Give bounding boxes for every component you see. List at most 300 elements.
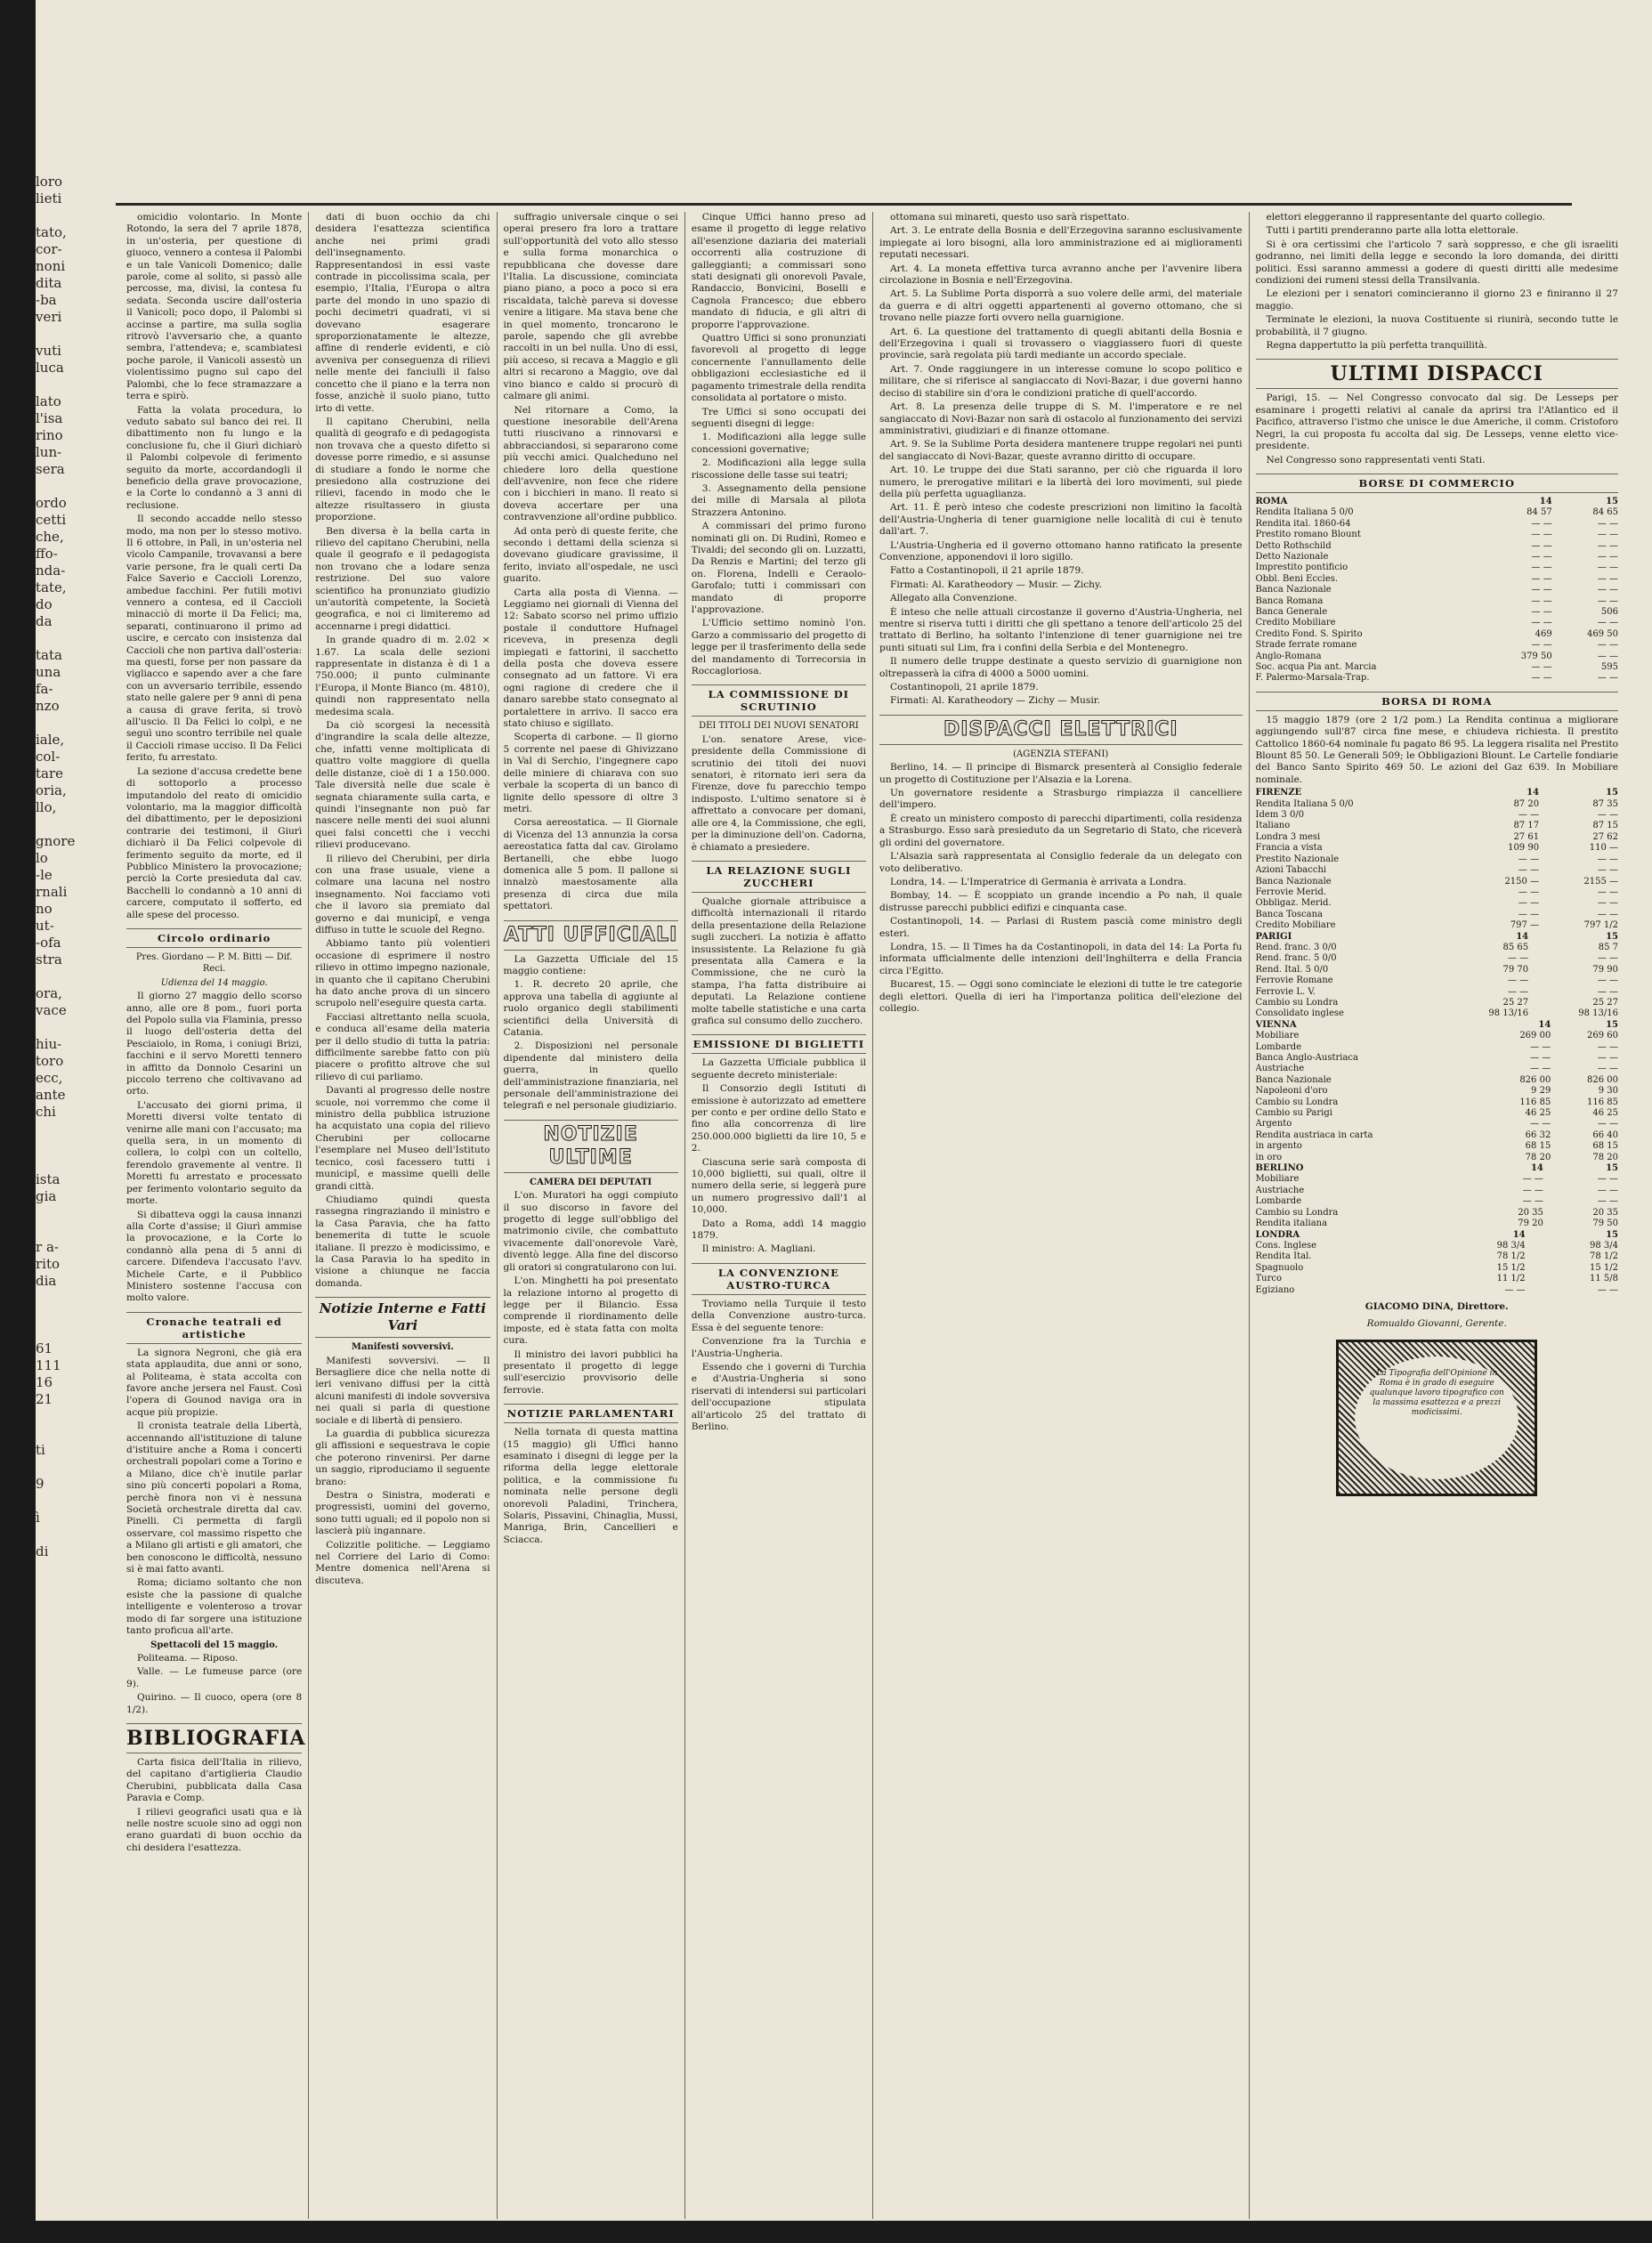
edge-fragment bbox=[36, 1121, 85, 1138]
table-cell: 87 17 bbox=[1513, 821, 1540, 831]
column-4-text-4 bbox=[692, 1057, 866, 1256]
table-cell: Cambio su Londra bbox=[1255, 1097, 1339, 1107]
table-row bbox=[1256, 1208, 1619, 1219]
table-cell: Cambio su Parigi bbox=[1255, 1108, 1332, 1119]
paragraph: 1. Modificazioni alla legge sulle concessioni governative; bbox=[691, 432, 866, 455]
paragraph: Il ministro: A. Magliani. bbox=[701, 1243, 816, 1255]
table-cell: — — bbox=[1597, 1053, 1618, 1063]
paragraph: Berlino, 14. — Il principe di Bismarck presenterà al Consiglio federale un progetto di Costituzione per l'Alsazia e la Lorena. bbox=[879, 762, 1243, 785]
table-cell: Idem 3 0/0 bbox=[1255, 810, 1305, 821]
section-heading-commission: LA COMMISSIONE DI SCRUTINIO bbox=[692, 684, 866, 717]
table-row bbox=[1256, 541, 1619, 552]
table-cell: 79 70 bbox=[1502, 964, 1529, 975]
edge-fragment bbox=[36, 1459, 85, 1476]
table-cell: 98 13/16 bbox=[1578, 1008, 1618, 1019]
column-6 bbox=[1249, 212, 1625, 2219]
table-cell: Rend. franc. 3 0/0 bbox=[1255, 942, 1337, 952]
edge-fragment: -ofa bbox=[36, 935, 61, 951]
edge-fragment: ecc, bbox=[36, 1070, 63, 1086]
paragraph: L'accusato dei giorni prima, il Moretti diversi volte tentato di venirne alle mani con l'accusato; ma quella sera, in un momento di collera, lo colpì con un coltello, ferendolo gravemente al ventre. Il Moretti fu arrestato e processato per ferimento volontario seguito da morte. bbox=[126, 1099, 303, 1207]
table-cell: 14 bbox=[1538, 1019, 1551, 1030]
edge-fragment: tare bbox=[36, 765, 64, 781]
table-cell: 469 50 bbox=[1587, 628, 1618, 639]
section-heading-bibliography: BIBLIOGRAFIA bbox=[126, 1723, 302, 1753]
section-heading-theatre: Cronache teatrali ed artistiche bbox=[126, 1312, 302, 1344]
table-cell: — — bbox=[1597, 585, 1618, 595]
table-cell: 15 bbox=[1606, 1163, 1618, 1174]
table-cell: 66 32 bbox=[1525, 1130, 1551, 1140]
section-heading-convention: LA CONVENZIONE AUSTRO-TURCA bbox=[692, 1263, 866, 1295]
paragraph: ottomana sui minareti, questo uso sarà rispettato. bbox=[890, 212, 1130, 223]
edge-fragment bbox=[36, 207, 85, 224]
table-cell: 25 27 bbox=[1592, 997, 1618, 1008]
table-row bbox=[1256, 1174, 1619, 1185]
table-cell: — — bbox=[1597, 1174, 1618, 1185]
table-cell: — — bbox=[1518, 887, 1540, 897]
table-cell: Anglo-Romana bbox=[1255, 651, 1322, 661]
edge-fragment bbox=[36, 377, 85, 393]
paragraph: Le elezioni per i senatori comincieranno il giorno 23 e finiranno il 27 maggio. bbox=[1255, 288, 1618, 312]
table-cell: — — bbox=[1507, 953, 1529, 964]
table-row bbox=[1256, 607, 1619, 618]
table-cell: 15 bbox=[1606, 496, 1618, 506]
section-heading-news: Notizie Interne e Fatti Vari bbox=[315, 1297, 490, 1338]
table-row bbox=[1256, 1274, 1619, 1284]
paragraph: Ciascuna serie sarà composta di 10,000 biglietti, sui quali, oltre il numero della serie, si leggerà pure un numero progressivo dall'1 al 10,000. bbox=[691, 1156, 866, 1216]
column-5-text-2 bbox=[879, 762, 1243, 1015]
table-cell: 2155 — bbox=[1583, 876, 1618, 887]
columns-grid bbox=[120, 212, 1624, 2219]
paragraph: Bucarest, 15. — Oggi sono cominciate le elezioni di tutte le tre categorie degli elettori. Quella di ieri ha l'importanza politica dell'elezione del collegio. bbox=[879, 979, 1243, 1014]
table-row bbox=[1256, 585, 1619, 595]
table-row bbox=[1256, 530, 1619, 540]
table-cell: — — bbox=[1597, 909, 1618, 919]
table-cell: Mobiliare bbox=[1255, 1031, 1300, 1041]
edge-fragment: toro bbox=[36, 1053, 64, 1069]
table-cell: 46 25 bbox=[1525, 1108, 1551, 1119]
table-row bbox=[1256, 1042, 1619, 1053]
paragraph: Fatto a Costantinopoli, il 21 aprile 1879. bbox=[890, 565, 1084, 577]
section-heading-bourse-rome: BORSA DI ROMA bbox=[1256, 692, 1619, 711]
table-cell: 87 35 bbox=[1592, 798, 1618, 809]
table-cell: Mobiliare bbox=[1255, 1174, 1300, 1185]
edge-fragment: stra bbox=[36, 951, 62, 968]
column-4-text-2 bbox=[692, 734, 866, 854]
paragraph: Parigi, 15. — Nel Congresso convocato dal sig. De Lesseps per esaminare i progetti relativi al canale da aprirsi tra l'Atlantico ed il Pacifico, attraverso l'istmo che unisce le due Americhe, il comm. Cristoforo Negri, la cui proposta fu accolta dal sig. De Lesseps, venne eletto vice-presidente. bbox=[1255, 393, 1618, 452]
hearing-date: Udienza del 14 maggio. bbox=[160, 977, 268, 988]
table-cell: — — bbox=[1507, 986, 1529, 997]
table-cell: Strade ferrate romane bbox=[1255, 640, 1357, 651]
table-cell: — — bbox=[1597, 551, 1618, 562]
table-cell: Cons. Inglese bbox=[1255, 1240, 1317, 1251]
paragraph: La Gazzetta Ufficiale pubblica il seguente decreto ministeriale: bbox=[691, 1057, 866, 1081]
table-cell: Ferrovie L. V. bbox=[1255, 986, 1316, 997]
paragraph: Politeama. — Riposo. bbox=[137, 1652, 239, 1664]
edge-fragment: 21 bbox=[36, 1391, 53, 1407]
paragraph: Ad onta però di queste ferite, che secondo i dettami della scienza si dovevano giudicare gravissime, il ferito, inviato all'ospedale, ne uscì guarito. bbox=[503, 525, 678, 585]
table-row bbox=[1256, 1141, 1619, 1152]
edge-fragment: 61 bbox=[36, 1340, 53, 1356]
edge-fragment bbox=[36, 1425, 85, 1442]
paragraph: dati di buon occhio da chi desidera l'esattezza scientifica anche nei primi gradi dell'insegnamento. Rappresentandosi in essi vaste contrade in piccolissima scala, per esempio, l'Italia, l'Europa o altra parte del mondo in uno spazio di pochi decimetri quadrati, vi si dovevano esagerare sproporzionatamente le altezze, affine di renderle evidenti, e ciò avveniva per conseguenza di rilievi nelle mente dei fanciulli il falso concetto che il piano e la terra non fosse, anzichè il suolo piano, tutto irto di vette. bbox=[315, 212, 490, 414]
table-cell: Banca Nazionale bbox=[1255, 876, 1332, 887]
edge-fragment: llo, bbox=[36, 799, 57, 815]
table-cell: 269 60 bbox=[1587, 1031, 1618, 1041]
section-heading-parliament: NOTIZIE PARLAMENTARI bbox=[504, 1404, 678, 1423]
table-cell: — — bbox=[1504, 1284, 1526, 1295]
edge-fragment bbox=[36, 1307, 85, 1324]
paragraph: Il cronista teatrale della Libertà, accennando all'istituzione di talune d'istituire anche a Roma i concerti orchestrali popolari come a Torino e a Milano, dice ch'è inutile parlar sino più concerti popolari a Roma, perchè finora non vi è nessuna Società orchestrale diretta dal cav. Pinelli. Ci permetta di farglì osservare, col massimo rispetto che a Milano gli artisti e gli amatori, che ben conoscono le difficoltà, nessuno si è mai fatto avanti. bbox=[126, 1421, 303, 1575]
paragraph: Colizzitle politiche. — Leggiamo nel Corriere del Lario di Como: Mentre domenica nell'Arena si discuteva. bbox=[315, 1539, 490, 1586]
table-cell: — — bbox=[1597, 673, 1618, 684]
edge-fragment: ante bbox=[36, 1087, 66, 1103]
paragraph: Il numero delle truppe destinate a questo servizio di guarnigione non oltrepasserà la cifra di 4000 a 5000 uomini. bbox=[879, 656, 1243, 679]
advertisement-text: La Tipografia dell'Opinione in Roma è in grado di eseguire qualunque lavoro tipografico con la massima esattezza e a prezzi modicissimi. bbox=[1355, 1356, 1518, 1479]
table-cell: 20 35 bbox=[1592, 1207, 1618, 1218]
paragraph: Art. 6. La questione del trattamento di quegli abitanti della Bosnia e dell'Erzegovina i quali si trovassero o viaggiassero fuori di queste provincie, sarà regolata più tardi mediante un accordo speciale. bbox=[879, 326, 1243, 361]
paragraph: Nel ritornare a Como, la questione inesorabile dell'Arena tutti riuscivano a rinnovarsi e abbracciandosi, si separarono come più vecchi amici. Qualcheduno nel chiedere loro della questione dell'avvenire, non fece che ridere con i bicchieri in mano. Il reato si doveva accertare per una contravvenzione all'ordine pubblico. bbox=[503, 404, 678, 523]
paragraph: Qualche giornale attribuisce a difficoltà internazionali il ritardo della presentazione della Relazione sugli zuccheri. La notizia è affatto insussistente. La Relazione fu già presentata alla Camera e la Commissione, che ne curò la stampa, l'ha fatta distribuire ai deputati. La Relazione contiene molte tabelle statistiche e una carta grafica sul consumo dello zucchero. bbox=[691, 895, 866, 1026]
paragraph: I rilievi geografici usati qua e là nelle nostre scuole sino ad oggi non erano guardati di buon occhio da chi desidera l'esattezza. bbox=[126, 1806, 303, 1853]
edge-fragment: iale, bbox=[36, 732, 65, 748]
table-cell: 797 — bbox=[1510, 920, 1540, 931]
table-row bbox=[1256, 629, 1619, 640]
table-row bbox=[1256, 843, 1619, 854]
table-rome bbox=[1256, 497, 1619, 684]
edge-fragment: oria, bbox=[36, 782, 67, 798]
edge-fragment: ista bbox=[36, 1171, 61, 1187]
table-cell: Francia a vista bbox=[1255, 843, 1323, 854]
table-cell: Obbl. Beni Eccles. bbox=[1255, 573, 1339, 584]
edge-fragment bbox=[36, 1408, 85, 1425]
edge-fragment bbox=[36, 1205, 85, 1222]
edge-fragment bbox=[36, 478, 85, 495]
table-cell: — — bbox=[1531, 573, 1552, 584]
edge-fragment: gnore bbox=[36, 833, 76, 849]
edge-fragment bbox=[36, 1222, 85, 1239]
table-row bbox=[1256, 1108, 1619, 1119]
table-cell: 11 1/2 bbox=[1496, 1274, 1526, 1284]
edge-fragment: sera bbox=[36, 461, 65, 477]
table-cell: — — bbox=[1531, 606, 1552, 617]
table-row bbox=[1256, 832, 1619, 843]
table-cell: — — bbox=[1531, 618, 1552, 628]
edge-fragment: rnali bbox=[36, 884, 68, 900]
bourse-note: 15 maggio 1879 (ore 2 1/2 pom.) La Rendita continua a migliorare aggiungendo sull'87 circa fine mese, e chiudeva richiesta. Il prestito Cattolico 1860-64 nominale fu pagato 86 95. La leggera risalita nel Prestito Blount 85 50. Le Generali 509; le Obbligazioni Blount. Le Cartelle fondiarie del Banco Santo Spirito 469 50. Le azioni del Gaz 639. In Mobiliare nominale. bbox=[1255, 714, 1618, 785]
table-row bbox=[1256, 1008, 1619, 1019]
table-cell: — — bbox=[1531, 540, 1552, 551]
table-cell: 15 bbox=[1606, 931, 1618, 942]
edge-fragment: cor- bbox=[36, 241, 62, 257]
edge-fragment: ffo- bbox=[36, 546, 58, 562]
section-heading-banknotes: EMISSIONE DI BIGLIETTI bbox=[692, 1034, 866, 1054]
column-2 bbox=[308, 212, 496, 2219]
paragraph: Roma; diciamo soltanto che non esiste che la passione di qualche intelligente e volenteroso a trovar modo di far sorgere una istituzione tanto proficua all'arte. bbox=[126, 1577, 303, 1637]
paragraph: È inteso che nelle attuali circostanze il governo d'Austria-Ungheria, nel mentre si riserva tutti i diritti che gli spettano a tenore dell'articolo 25 del trattato di Berlino, ha soltanto l'intenzione di tener guarnigione nei tre punti situati sul Lim, fra i confini della Serbia e del Montenegro. bbox=[879, 606, 1243, 653]
table-cell: Credito Mobiliare bbox=[1255, 618, 1336, 628]
table-cell: Ferrovie Merid. bbox=[1255, 887, 1327, 897]
table-cell: Banca Generale bbox=[1255, 606, 1328, 617]
table-cell: 27 61 bbox=[1513, 831, 1540, 842]
paragraph: Art. 5. La Sublime Porta disporrà a suo volere delle armi, del materiale da guerra e di altri oggetti appartenenti al governo ottomano, che si trovano nelle piazze forti ovvero nella guarnigione. bbox=[879, 288, 1243, 324]
table-londra bbox=[1256, 1230, 1619, 1296]
table-row bbox=[1256, 640, 1619, 651]
table-cell: — — bbox=[1522, 1196, 1543, 1207]
table-cell: — — bbox=[1597, 530, 1618, 540]
table-cell: Imprestito pontificio bbox=[1255, 563, 1348, 573]
table-row bbox=[1256, 887, 1619, 898]
table-cell: 2150 — bbox=[1504, 876, 1540, 887]
paragraph: elettori eleggeranno il rappresentante del quarto collegio. bbox=[1266, 212, 1545, 223]
paragraph: Valle. — Le fumeuse parce (ore 9). bbox=[126, 1666, 303, 1689]
paragraph: L'Austria-Ungheria ed il governo ottomano hanno ratificato la presente Convenzione, apponendovi il loro sigillo. bbox=[879, 539, 1243, 563]
paragraph: Art. 3. Le entrate della Bosnia e dell'Erzegovina saranno esclusivamente impiegate ai loro bisogni, alla loro amministrazione ed ai miglioramenti reputati necessari. bbox=[879, 225, 1243, 261]
paragraph: L'on. senatore Arese, vice-presidente della Commissione di scrutinio dei titoli dei nuovi senatori, è ritornato ieri sera da Firenze, dove fu parecchio tempo indisposto. L'ultimo senatore si è affrettato a convocare per domani, alle ore 4, la Commissione, che egli, per la diminuzione dell'on. Cadorna, è chiamato a presiedere. bbox=[691, 733, 866, 853]
table-cell: 9 30 bbox=[1598, 1086, 1618, 1097]
table-row bbox=[1256, 1064, 1619, 1074]
table-row bbox=[1256, 574, 1619, 585]
table-cell: 87 15 bbox=[1592, 821, 1618, 831]
table-row bbox=[1256, 1196, 1619, 1207]
paragraph: L'Ufficio settimo nominò l'on. Garzo a commissario del progetto di legge per il trasferimento della sede del mandamento di Torrecorsia in Roccagloriosa. bbox=[691, 618, 866, 677]
edge-fragment: ora, bbox=[36, 985, 62, 1001]
table-cell: — — bbox=[1530, 1119, 1551, 1130]
table-cell: Prestito Nazionale bbox=[1255, 854, 1340, 864]
commission-subheading: DEI TITOLI DEI NUOVI SENATORI bbox=[699, 721, 859, 732]
table-row bbox=[1256, 507, 1619, 518]
column-2-text bbox=[315, 212, 490, 1290]
paragraph: In grande quadro di m. 2.02 × 1.67. La scala delle sezioni rappresentate in distanza è di 1 a 750.000; il punto culminante l'Europa, il Monte Bianco (m. 4810), quindi non rappresentato nella medesima scala. bbox=[315, 635, 490, 717]
paragraph: La Gazzetta Ufficiale del 15 maggio contiene: bbox=[503, 953, 678, 976]
table-cell: Ferrovie Romane bbox=[1255, 976, 1333, 986]
table-cell: Banca Nazionale bbox=[1255, 1074, 1332, 1085]
table-row bbox=[1256, 1219, 1619, 1229]
table-cell: — — bbox=[1597, 518, 1618, 529]
paragraph: Bombay, 14. — È scoppiato un grande incendio a Po nah, il quale distrusse parecchi pubblici edifizi e cinquanta case. bbox=[879, 890, 1243, 913]
table-cell: — — bbox=[1530, 1064, 1551, 1074]
table-cell: 68 15 bbox=[1525, 1141, 1551, 1152]
paragraph: Allegato alla Convenzione. bbox=[890, 593, 1017, 604]
edge-fragment: 9 bbox=[36, 1476, 45, 1492]
table-cell: Credito Mobiliare bbox=[1255, 920, 1336, 931]
table-cell: 25 27 bbox=[1502, 997, 1529, 1008]
paragraph: Il secondo accadde nello stesso modo, ma non per lo stesso motivo. Il 6 ottobre, in Palì, in un'osteria nel vicolo Campanile, trovavansi a bere varie persone, fra le quali certi Da Falce Saverio e Caccioli Lorenzo, ambedue facchini. Per futili motivi vennero a contesa, ed il Caccioli minacciò di morte il Da Felici; ma, separati, continuarono il primo ad uscire, e cercato con insistenza dal Caccioli che non partiva dall'osteria: ma questi, forse per non passare da vigliacco e sapendo aver a che fare con un avversario terribile, essendo stato nelle galere per 9 anni di pena a causa di grave ferita, si trovò all'uscio. Il Da Felici lo colpì, e ne seguì uno scontro terribile nel quale il Caccioli rimase ucciso. Il Da Felici ferito, fu arrestato. bbox=[126, 514, 303, 764]
table-cell: Detto Rothschild bbox=[1255, 540, 1332, 551]
paragraph: Art. 4. La moneta effettiva turca avranno anche per l'avvenire libera circolazione in Bosnia e nell'Erzegovina. bbox=[879, 263, 1243, 287]
table-cell: — — bbox=[1531, 530, 1552, 540]
table-cell: — — bbox=[1518, 865, 1540, 876]
table-cell: 15 bbox=[1606, 1229, 1618, 1240]
column-5 bbox=[872, 212, 1249, 2219]
column-4-text-5 bbox=[692, 1299, 866, 1433]
table-cell: Rend. Ital. 5 0/0 bbox=[1255, 964, 1329, 975]
paragraph: Un governatore residente a Strasburgo rimpiazza il cancelliere dell'impero. bbox=[879, 788, 1243, 811]
table-row bbox=[1256, 1186, 1619, 1196]
paragraph: L'on. Muratori ha oggi compiuto il suo discorso in favore del progetto di legge sull'obbligo del matrimonio civile, che combattuto vivacemente dall'onorevole Varè, diventò legge. Alla fine del discorso gli oratori si congratularono con lui. bbox=[503, 1190, 678, 1273]
paragraph: Nel Congresso sono rappresentati venti Stati. bbox=[1266, 454, 1486, 466]
table-cell: — — bbox=[1597, 976, 1618, 986]
edge-fragment: hiu- bbox=[36, 1036, 62, 1052]
edge-fragment bbox=[36, 1138, 85, 1154]
edge-fragment bbox=[36, 1526, 85, 1543]
table-cell: Rendita ital. 1860-64 bbox=[1255, 518, 1351, 529]
table-cell: 15 1/2 bbox=[1590, 1262, 1618, 1273]
table-cell: 14 bbox=[1526, 788, 1540, 798]
table-berlino bbox=[1256, 1163, 1619, 1229]
table-cell: — — bbox=[1597, 1119, 1618, 1130]
table-cell: — — bbox=[1531, 640, 1552, 651]
paragraph: La guardia di pubblica sicurezza gli affissioni e sequestrava le copie che poterono rinvenirsi. Per darne un saggio, riproduciamo il seguente brano: bbox=[315, 1429, 490, 1487]
edge-fragment: loro bbox=[36, 174, 63, 190]
table-row bbox=[1256, 998, 1619, 1008]
paragraph: Dato a Roma, addì 14 maggio 1879. bbox=[691, 1218, 866, 1242]
paragraph: Troviamo nella Turquie il testo della Convenzione austro-turca. Essa è del seguente tenore: bbox=[691, 1298, 866, 1333]
paragraph: omicidio volontario. In Monte Rotondo, la sera del 7 aprile 1878, in un'osteria, per questione di giuoco, vennero a contesa il Palombi e un tale Vanicoli Domenico; dalle parole, come al solito, si passò alle percosse, ma, divisi, la contesa fu sedata. Seconda uscire dall'osteria il Vanicoli; poco dopo, il Palombi si accinse a partire, ma sulla soglia ritrovò l'avversario che, a quanto sembra, l'attendeva; e, scambiatesi poche parole, il Vanicoli assestò un violentissimo pugno sul capo del Palombi, che lo fece stramazzare a terra e spirò. bbox=[126, 212, 303, 402]
table-row bbox=[1256, 854, 1619, 865]
spectacles-list bbox=[126, 1653, 302, 1716]
paragraph: Art. 8. La presenza delle truppe di S. M. l'imperatore e re nel sangiaccato di Novi-Bazar non sarà di ostacolo al funzionamento dei servizi amministrativi, giudiziari e di finanze ottomane. bbox=[879, 401, 1243, 436]
table-row bbox=[1256, 1263, 1619, 1274]
table-cell: 269 00 bbox=[1519, 1031, 1551, 1041]
table-cell: Rendita Italiana 5 0/0 bbox=[1255, 507, 1354, 518]
paragraph: L'on. Minghetti ha poi presentato la relazione intorno al progetto di legge per il Bilancio. Essa comprende il riordinamento delle imposte, ed è stata fatta con molta cura. bbox=[503, 1275, 678, 1347]
paragraph: Tutti i partiti prenderanno parte alla lotta elettorale. bbox=[1266, 225, 1519, 237]
section-heading-sugar: LA RELAZIONE SUGLI ZUCCHERI bbox=[692, 861, 866, 893]
table-cell: — — bbox=[1597, 898, 1618, 909]
manager-signature: Romualdo Giovanni, Gerente. bbox=[1366, 1318, 1507, 1330]
table-cell: Spagnuolo bbox=[1255, 1262, 1304, 1273]
edge-fragment: vuti bbox=[36, 343, 61, 359]
edge-fragment: gia bbox=[36, 1188, 57, 1204]
table-cell: Italiano bbox=[1255, 821, 1291, 831]
table-cell: BERLINO bbox=[1255, 1163, 1304, 1174]
column-6-text bbox=[1256, 212, 1619, 352]
paragraph: Abbiamo tanto più volentieri occasione di esprimere il nostro rilievo in ottimo impegno nazionale, in quanto che il capitano Cherubini ha dato anche prova di un sincero scrupolo nell'eseguire questa carta. bbox=[315, 938, 490, 1009]
table-row bbox=[1256, 1031, 1619, 1041]
table-cell: Lombarde bbox=[1255, 1196, 1302, 1207]
paragraph: Da ciò scorgesi la necessità d'ingrandire la scala delle altezze, che, infatti venne moltiplicata di quattro volte maggiore di quella delle distanze, cioè di 1 a 150.000. Tale diversità nelle due scale è segnata chiaramente sulla carta, e quindi l'insegnante non può far nascere nelle menti dei suoi alunni quei falsi concetti che i vecchi rilievi producevano. bbox=[315, 720, 490, 851]
table-cell: — — bbox=[1597, 854, 1618, 864]
table-header-row bbox=[1256, 788, 1619, 798]
table-cell: Lombarde bbox=[1255, 1041, 1302, 1052]
edge-fragment: fa- bbox=[36, 681, 53, 697]
table-row bbox=[1256, 1119, 1619, 1130]
paragraph: Terminate le elezioni, la nuova Costituente si riunirà, secondo tutte le probabilità, il 7 giugno. bbox=[1255, 314, 1618, 337]
table-cell: 78 20 bbox=[1525, 1152, 1551, 1162]
table-cell: — — bbox=[1597, 618, 1618, 628]
paragraph: Il capitano Cherubini, nella qualità di geografo e di pedagogista non trovava che a questo difetto si dovesse porre rimedio, e si assunse di studiare a fondo le norme che presiedono alla costruzione dei rilievi, facendo in modo che le altezze risultassero in giusta proporzione. bbox=[315, 416, 490, 523]
edge-fragment: ordo bbox=[36, 495, 67, 511]
table-row bbox=[1256, 596, 1619, 607]
edge-fragment bbox=[36, 1324, 85, 1340]
table-cell: 826 00 bbox=[1519, 1074, 1551, 1085]
advertisement-box bbox=[1336, 1340, 1537, 1496]
section-heading-dispatches: DISPACCI ELETTRICI bbox=[879, 715, 1243, 745]
paragraph: Quattro Uffici si sono pronunziati favorevoli al progetto di legge concernente l'annullamento delle obbligazioni ecclesiastiche ed il pagamento trimestrale della rendita consolidata al portatore o misto. bbox=[691, 333, 866, 404]
paragraph: Cinque Uffici hanno preso ad esame il progetto di legge relativo all'esenzione daziaria dei materiali occorrenti alla costruzione di galleggianti; a commissari sono stati designati gli onorevoli Pavale, Randaccio, Bonvicini, Boselli e Cagnola Francesco; due ebbero mandato di fiducia, e gli altri di proporre l'approvazione. bbox=[691, 212, 866, 330]
edge-fragment: tata bbox=[36, 647, 62, 663]
edge-fragment: una bbox=[36, 664, 61, 680]
section-heading-last-dispatches: ULTIMI DISPACCI bbox=[1256, 359, 1619, 389]
paragraph: Il Consorzio degli Istituti di emissione è autorizzato ad emettere per conto e per ordine dello Stato e fino alla concorrenza di lire 250.000.000 biglietti da lire 10, 5 e 2. bbox=[691, 1083, 866, 1154]
table-cell: Rendita italiana bbox=[1255, 1219, 1328, 1229]
table-cell: — — bbox=[1531, 551, 1552, 562]
edge-fragment: col- bbox=[36, 749, 61, 765]
table-cell: 109 90 bbox=[1508, 843, 1540, 854]
table-cell: in oro bbox=[1255, 1152, 1283, 1162]
edge-fragment: 111 bbox=[36, 1357, 61, 1373]
paragraph: Londra, 14. — L'Imperatrice di Germania è arrivata a Londra. bbox=[890, 876, 1186, 887]
section-heading-latest-news: NOTIZIE ULTIME bbox=[504, 1120, 678, 1173]
table-cell: — — bbox=[1597, 810, 1618, 821]
table-cell: 27 62 bbox=[1592, 831, 1618, 842]
table-cell: Soc. acqua Pia ant. Marcia bbox=[1255, 662, 1377, 672]
table-cell: — — bbox=[1531, 563, 1552, 573]
paragraph: 3. Assegnamento della pensione dei mille di Marsala al pilota Strazzera Antonino. bbox=[691, 482, 866, 518]
table-cell: — — bbox=[1597, 953, 1618, 964]
edge-fragment: cetti bbox=[36, 512, 67, 528]
paragraph: Art. 11. È però inteso che codeste prescrizioni non limitino la facoltà dell'Austria-Ungheria di tener guarnigione nelle località di cui è tenuto dall'art. 7. bbox=[879, 502, 1243, 538]
table-cell: 506 bbox=[1600, 606, 1618, 617]
table-row bbox=[1256, 552, 1619, 563]
paragraph: Essendo che i governi di Turchia e d'Austria-Ungheria si sono riservati di intendersi sui particolari dell'occupazione stipulata all'articolo 25 del trattato di Berlino. bbox=[691, 1361, 866, 1432]
table-cell: 469 bbox=[1535, 628, 1552, 639]
table-row bbox=[1256, 943, 1619, 953]
table-cell: 98 3/4 bbox=[1496, 1240, 1526, 1251]
table-cell: — — bbox=[1597, 651, 1618, 661]
column-1-text-4 bbox=[126, 1757, 302, 1854]
edge-fragment bbox=[36, 715, 85, 732]
edge-fragment: tato, bbox=[36, 224, 67, 240]
table-row bbox=[1256, 563, 1619, 573]
table-cell: 78 1/2 bbox=[1496, 1251, 1526, 1262]
table-cell: 15 bbox=[1606, 788, 1618, 798]
table-cell: Obbligaz. Merid. bbox=[1255, 898, 1332, 909]
table-row bbox=[1256, 1130, 1619, 1141]
column-3-text-2 bbox=[504, 954, 678, 1113]
chamber-heading: CAMERA DEI DEPUTATI bbox=[530, 1177, 652, 1187]
table-header-row bbox=[1256, 1230, 1619, 1241]
table-row bbox=[1256, 618, 1619, 628]
table-cell: 116 85 bbox=[1519, 1097, 1551, 1107]
table-cell: Rendita austriaca in carta bbox=[1255, 1130, 1373, 1140]
table-cell: Austriache bbox=[1255, 1064, 1305, 1074]
table-row bbox=[1256, 799, 1619, 810]
table-cell: — — bbox=[1597, 1041, 1618, 1052]
table-header-row bbox=[1256, 497, 1619, 507]
edge-fragment bbox=[36, 1290, 85, 1307]
table-cell: Turco bbox=[1255, 1274, 1283, 1284]
table-cell: — — bbox=[1597, 887, 1618, 897]
paragraph: 2. Modificazioni alla legge sulla riscossione delle tasse sui teatri; bbox=[691, 458, 866, 481]
table-cell: — — bbox=[1597, 1196, 1618, 1207]
edge-fragment: ut- bbox=[36, 918, 54, 934]
edge-fragment: noni bbox=[36, 258, 66, 274]
column-4-text bbox=[692, 212, 866, 677]
column-6-text-2 bbox=[1256, 393, 1619, 466]
table-firenze bbox=[1256, 788, 1619, 931]
column-1-text-3 bbox=[126, 1348, 302, 1638]
table-row bbox=[1256, 865, 1619, 876]
table-cell: Rend. franc. 5 0/0 bbox=[1255, 953, 1337, 964]
table-cell: — — bbox=[1597, 865, 1618, 876]
table-cell: 15 1/2 bbox=[1496, 1262, 1526, 1273]
table-cell: F. Palermo-Marsala-Trap. bbox=[1255, 673, 1370, 684]
table-cell: — — bbox=[1597, 573, 1618, 584]
paragraph: Firmati: Al. Karatheodory — Musir. — Zichy. bbox=[890, 579, 1102, 590]
paragraph: Fatta la volata procedura, lo veduto sabato sul banco dei rei. Il dibattimento non fu lungo e la conclusione fu, che il Giurì dichiarò il Palombi colpevole di ferimento seguito da morte, accordandogli il beneficio della grave provocazione, e la Corte lo condannò a 3 anni di reclusione. bbox=[126, 404, 303, 511]
subheading: Manifesti sovversivi. bbox=[351, 1342, 454, 1353]
